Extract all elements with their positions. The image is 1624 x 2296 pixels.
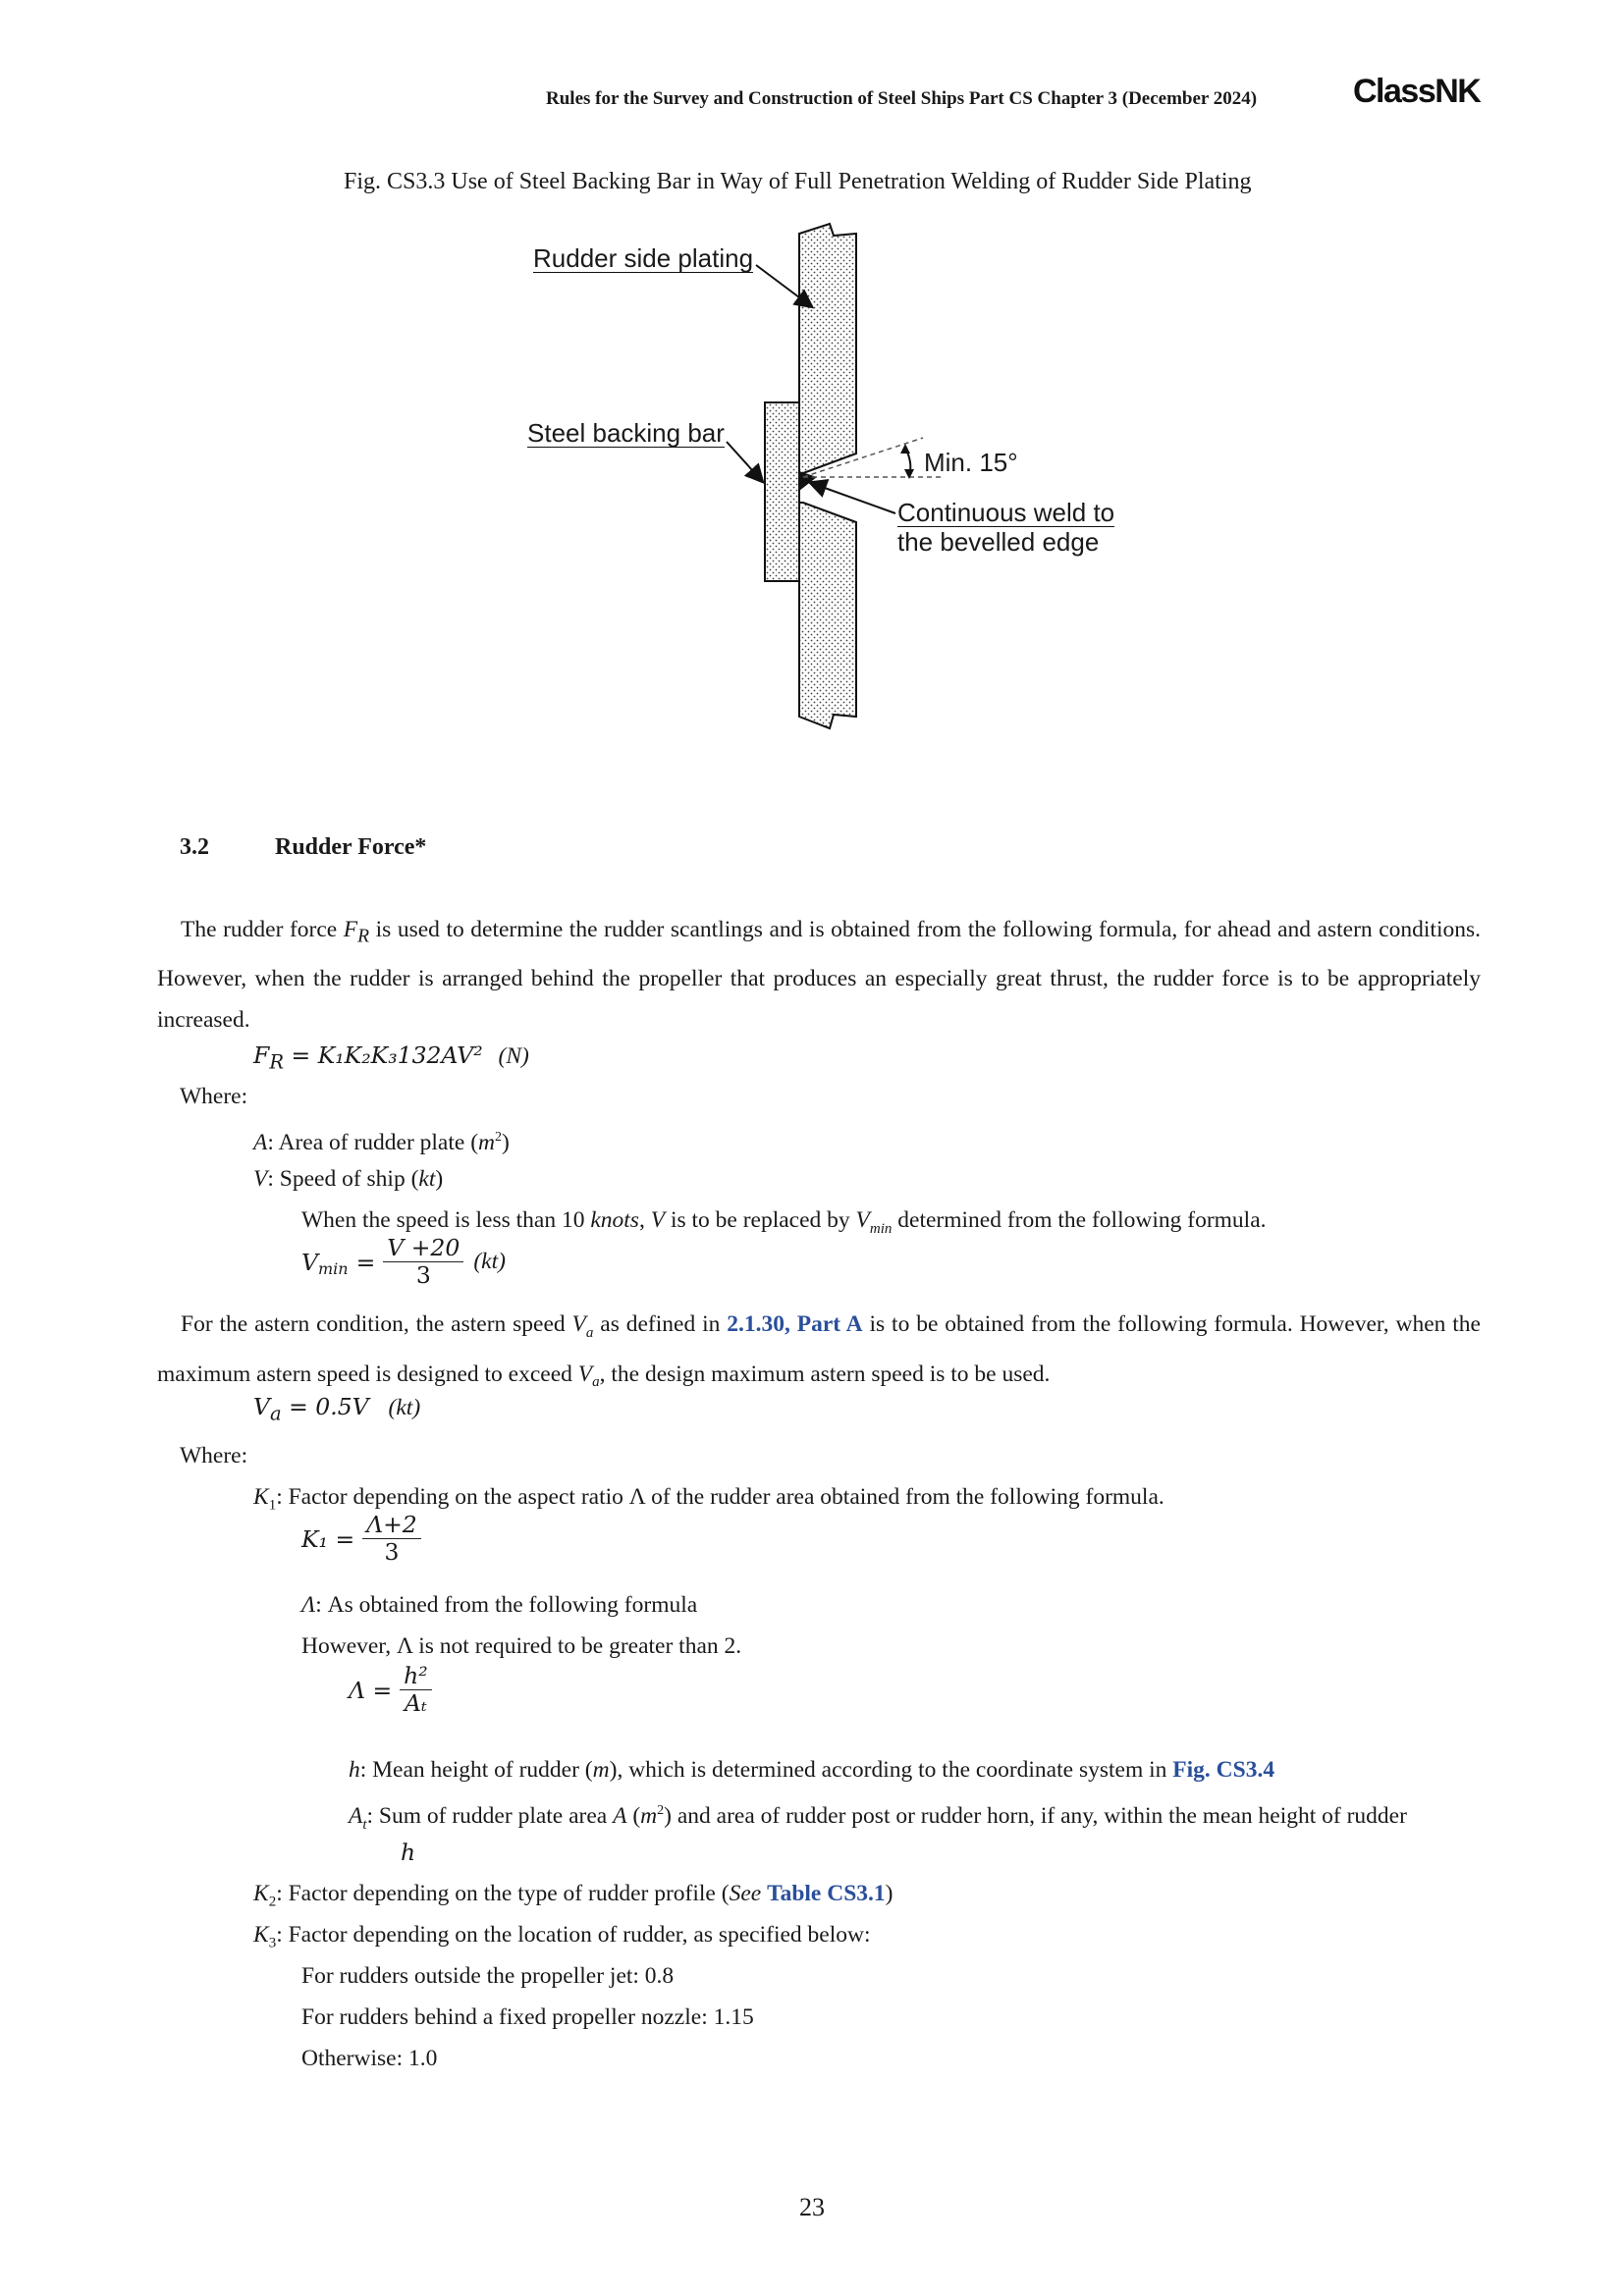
where-label-2: Where: [180,1443,248,1468]
formula-k1: K₁ = $\frac{\Lambda+2}{3}$ [301,1512,421,1566]
definition-at: $A_t$: Sum of rudder plate area A $(m^2)$ and area of rudder post or rudder horn, if any, within the mean height of rudder [349,1802,1407,1833]
link-2-1-30-part-a[interactable]: 2.1.30, Part A [727,1311,863,1337]
definition-at-h: h [401,1839,416,1866]
upper-plate [799,224,856,479]
label-weld-line1: Continuous weld to [897,498,1115,527]
k3-option-nozzle: For rudders behind a fixed propeller nozzle: 1.15 [301,2004,754,2030]
lower-plate [799,503,856,728]
figure-caption: Fig. CS3.3 Use of Steel Backing Bar in Way of Full Penetration Welding of Rudder Side Plating [344,169,1252,194]
definition-k2: $K_2$: Factor depending on the type of rudder profile (See Table CS3.1) [253,1881,893,1910]
paragraph-rudder-force: The rudder force $F_R$ is used to determine the rudder scantlings and is obtained from the following formula, for ahead and astern conditions. However, when the rudder is arranged behind the propeller that produces an especially great thrust, the rudder force is to be appropriately increased. [157,917,1481,1033]
label-weld-line2: the bevelled edge [897,527,1100,557]
formula-lambda: Λ = $\frac{\text{h²}}{\text{Aₜ}}$ [349,1663,432,1717]
link-table-cs3-1[interactable]: Table CS3.1 [767,1881,886,1906]
classnk-logo: ClassNK [1353,73,1481,110]
weld-diagram [511,211,1139,741]
formula-va: $V_a = 0.5V$ (kt) [253,1393,421,1425]
label-rudder-side-plating: Rudder side plating [533,243,754,273]
section-number: 3.2 [180,834,209,860]
k3-option-outside-jet: For rudders outside the propeller jet: 0.8 [301,1963,675,1989]
k3-option-otherwise: Otherwise: 1.0 [301,2046,438,2071]
definition-v: V: Speed of ship (kt) [253,1166,444,1192]
backing-bar [765,402,799,581]
running-header: Rules for the Survey and Construction of Steel Ships Part CS Chapter 3 (December 2024) [546,88,1258,109]
definition-a: A: Area of rudder plate $(m^2)$ [253,1129,510,1155]
definition-lambda: Λ: As obtained from the following formula [301,1592,698,1618]
page-number: 23 [799,2193,825,2221]
lambda-note: However, Λ is not required to be greater than 2. [301,1633,742,1659]
paragraph-astern: For the astern condition, the astern speed $V_a$ as defined in 2.1.30, Part A is to be obtained from the following formula. However, when the maximum astern speed is designed to exceed $V_a$, the design maximum astern speed is to be used. [157,1311,1481,1391]
label-min-angle: Min. 15° [924,448,1018,477]
definition-h: h: Mean height of rudder (m), which is determined according to the coordinate system in Fig. CS3.4 [349,1757,1275,1783]
formula-rudder-force: $F_R = K_1K_2K_3132AV^2$ (N) [253,1041,529,1074]
link-fig-cs3-4[interactable]: Fig. CS3.4 [1172,1757,1275,1783]
definition-k3: $K_3$: Factor depending on the location of rudder, as specified below: [253,1922,871,1951]
section-title: Rudder Force* [275,834,427,860]
label-steel-backing-bar: Steel backing bar [527,418,725,448]
definition-k1: $K_1$: Factor depending on the aspect ratio Λ of the rudder area obtained from the following formula. [253,1484,1164,1514]
where-label-1: Where: [180,1084,248,1109]
formula-vmin: V $_{min}$ = $\frac{V +20}{3}$ (kt) [301,1234,506,1290]
vmin-note: When the speed is less than 10 knots, V is to be replaced by $V_{min}$ determined from the following formula. [301,1207,1267,1237]
